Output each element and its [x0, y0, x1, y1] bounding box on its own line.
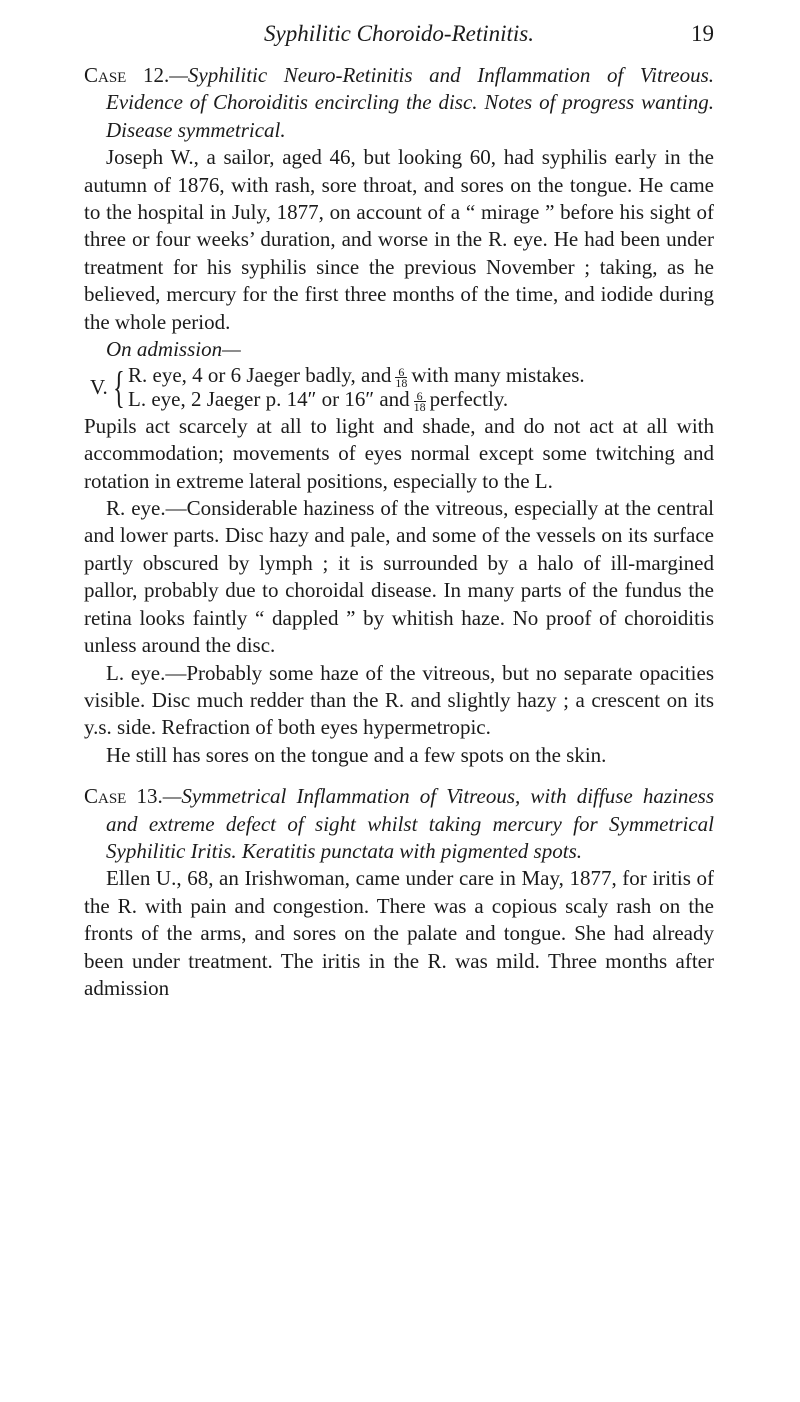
case-13-paragraph-1: Ellen U., 68, an Irishwoman, came under care in May, 1877, for iritis of the R. with pain and congestion. There was a copious scaly rash on the fronts of the arms, and sores on the palate and tongue. She had already been under treatment. The iritis in the R. was mild. Three months after admission	[84, 866, 714, 1000]
case-12-paragraph-5: He still has sores on the tongue and a few spots on the skin.	[106, 742, 607, 767]
section-gap	[84, 769, 714, 783]
running-header	[84, 10, 714, 62]
vision-label: V.	[90, 375, 108, 400]
running-title: Syphilitic Choroido-Retinitis.	[263, 21, 534, 46]
case-12-paragraph-1: Joseph W., a sailor, aged 46, but looking 60, had syphilis early in the autumn of 1876, with rash, sore throat, and sores on the tongue. He came to the hospital in July, 1877, on account of a “ mirage ” before his sight of three or four weeks’ duration, and worse in the R. eye. He had been under treatment for his syphilis since the previous November ; taking, as he believed, mercury for the first three months of the time, and iodide during the whole period.	[84, 145, 714, 334]
vision-right-text: R. eye, 4 or 6 Jaeger badly, and	[128, 363, 392, 388]
case-12-heading	[84, 62, 714, 144]
vision-right-tail: with many mistakes.	[411, 363, 585, 388]
case-12-paragraph-3: R. eye.—Considerable haziness of the vitreous, especially at the central and lower parts. Disc hazy and pale, and some of the vessels on its surface partly obscured by lymph ; it is surrounded by a halo of ill-margined pallor, probably due to choroidal disease. In many parts of the fundus the retina looks faintly “ dappled ” by whitish haze. No proof of choroiditis unless around the disc.	[84, 496, 714, 658]
vision-left-numerator: 6	[414, 391, 426, 402]
vision-left-fraction	[413, 388, 426, 414]
case-12-title: —Syphilitic Neuro-Retinitis and Inflammation of Vitreous. Evidence of Choroiditis encircling the disc. Notes of progress wanting. Disease symmetrical.	[106, 63, 714, 142]
vision-left-eye	[128, 388, 585, 412]
vision-block	[84, 363, 714, 414]
vision-left-text: L. eye, 2 Jaeger p. 14″ or 16″ and	[128, 387, 410, 412]
case-13-heading	[84, 783, 714, 865]
vision-left-tail: perfectly.	[429, 387, 509, 412]
case-12-admission	[84, 336, 714, 363]
brace-icon: {	[113, 363, 125, 413]
case-12-paragraph-2: Pupils act scarcely at all to light and shade, and do not act at all with accommodation; movements of eyes normal except some twitching and rotation in extreme lateral positions, especially to the L.	[84, 413, 714, 493]
case-13-label: Case 13.	[84, 784, 163, 809]
vision-right-denominator: 18	[395, 376, 408, 391]
admission-label: On admission—	[106, 337, 241, 362]
case-13-title: —Symmetrical Inflammation of Vitreous, with diffuse haziness and extreme defect of sight whilst taking mercury for Symmetrical Syphilitic Iritis. Keratitis punctata with pigmented spots.	[106, 784, 714, 863]
vision-right-numerator: 6	[395, 367, 407, 378]
vision-left-denominator: 18	[413, 399, 426, 414]
vision-right-fraction	[395, 365, 408, 391]
page-number: 19	[691, 21, 714, 46]
vision-lines	[128, 363, 585, 414]
case-12-label: Case 12.	[84, 63, 170, 87]
vision-right-eye	[128, 363, 585, 391]
case-12-paragraph-4: L. eye.—Probably some haze of the vitreous, but no separate opacities visible. Disc much redder than the R. and slightly hazy ; a crescent on its y.s. side. Refraction of both eyes hypermetropic.	[84, 660, 714, 740]
